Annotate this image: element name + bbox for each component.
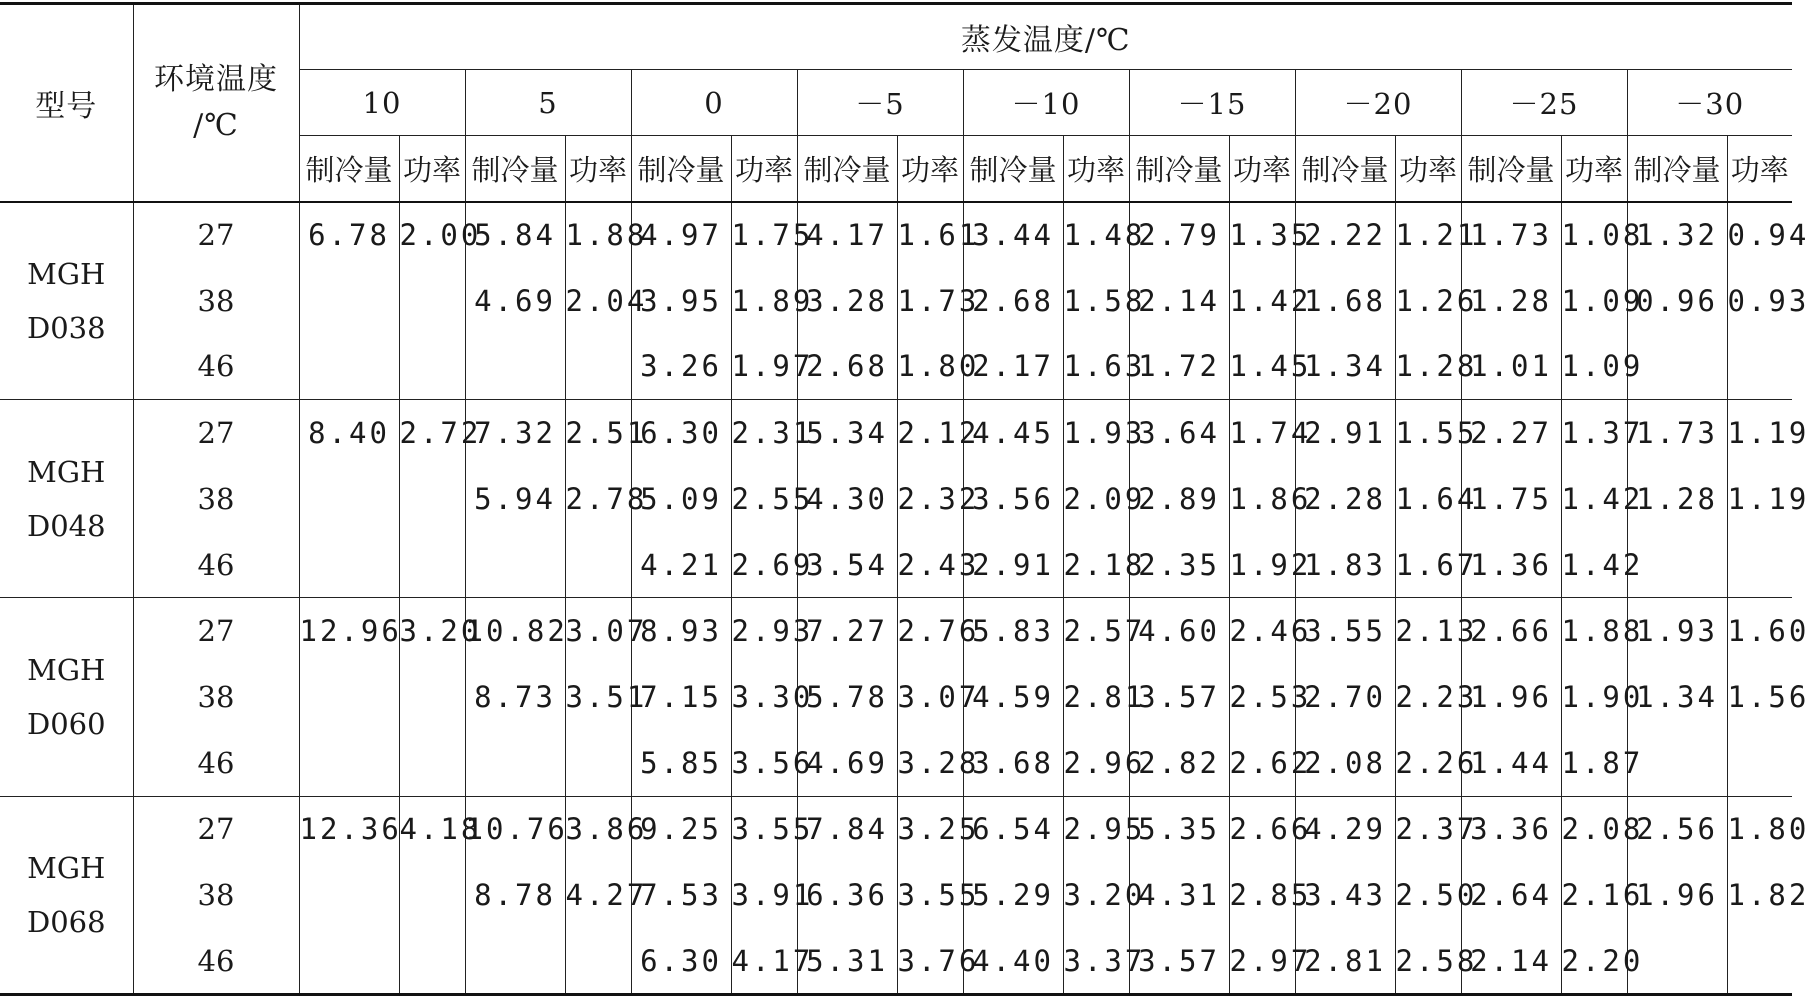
power-value: 1.09	[1561, 268, 1627, 334]
capacity-value: 4.97	[631, 202, 731, 268]
header-evaporation-temp-label: 蒸发温度/℃	[960, 23, 1131, 58]
table-row	[0, 664, 1792, 730]
power-value: 0.94	[1727, 202, 1792, 268]
capacity-value: 5.35	[1129, 796, 1229, 862]
evap-temp-header: 0	[631, 70, 797, 136]
capacity-value: 1.96	[1627, 862, 1727, 928]
ambient-temp-cell: 46	[133, 334, 299, 400]
power-value: 1.73	[897, 268, 963, 334]
power-value: 2.09	[1063, 466, 1129, 532]
capacity-value: 4.30	[797, 466, 897, 532]
subheader-capacity: 制冷量	[299, 136, 399, 202]
ambient-temp-cell: 27	[133, 796, 299, 862]
capacity-value: 6.36	[797, 862, 897, 928]
power-value: 2.16	[1561, 862, 1627, 928]
model-name-line2: D068	[26, 904, 106, 939]
power-value: 2.78	[565, 466, 631, 532]
power-value: 2.46	[1229, 598, 1295, 664]
capacity-value: 4.45	[963, 400, 1063, 466]
capacity-value: 3.57	[1129, 928, 1229, 994]
power-value: 2.96	[1063, 730, 1129, 796]
power-value	[565, 334, 631, 400]
power-value: 1.35	[1229, 202, 1295, 268]
capacity-value: 5.83	[963, 598, 1063, 664]
capacity-value: 1.93	[1627, 598, 1727, 664]
power-value: 3.91	[731, 862, 797, 928]
evap-temp-header: 5	[465, 70, 631, 136]
power-value: 1.61	[897, 202, 963, 268]
subheader-power: 功率	[565, 136, 631, 202]
capacity-value	[299, 466, 399, 532]
power-value: 2.76	[897, 598, 963, 664]
capacity-value: 6.54	[963, 796, 1063, 862]
subheader-capacity: 制冷量	[631, 136, 731, 202]
table-row	[0, 928, 1792, 994]
power-value: 2.13	[1395, 598, 1461, 664]
subheader-capacity: 制冷量	[1461, 136, 1561, 202]
power-value: 1.45	[1229, 334, 1295, 400]
power-value: 2.43	[897, 532, 963, 598]
capacity-value: 1.01	[1461, 334, 1561, 400]
capacity-value: 5.84	[465, 202, 565, 268]
power-value: 0.93	[1727, 268, 1792, 334]
model-name-line1: MGH	[27, 454, 106, 489]
power-value: 1.86	[1229, 466, 1295, 532]
capacity-value: 1.75	[1461, 466, 1561, 532]
power-value: 2.81	[1063, 664, 1129, 730]
capacity-value: 10.76	[465, 796, 565, 862]
capacity-value: 8.93	[631, 598, 731, 664]
power-value: 3.20	[1063, 862, 1129, 928]
power-value: 2.93	[731, 598, 797, 664]
subheader-power: 功率	[731, 136, 797, 202]
ambient-temp-cell: 46	[133, 730, 299, 796]
power-value: 2.00	[399, 202, 465, 268]
capacity-value	[299, 532, 399, 598]
power-value: 2.97	[1229, 928, 1295, 994]
capacity-value: 1.36	[1461, 532, 1561, 598]
capacity-value: 2.70	[1295, 664, 1395, 730]
capacity-value: 4.40	[963, 928, 1063, 994]
model-name-line1: MGH	[27, 850, 106, 885]
subheader-power: 功率	[1063, 136, 1129, 202]
power-value	[399, 862, 465, 928]
header-ambient-temp	[133, 4, 299, 202]
power-value: 2.62	[1229, 730, 1295, 796]
capacity-value	[299, 268, 399, 334]
power-value: 3.76	[897, 928, 963, 994]
power-value: 3.55	[731, 796, 797, 862]
evap-temp-header: －15	[1129, 70, 1295, 136]
table-body	[0, 202, 1809, 995]
ambient-temp-cell: 46	[133, 532, 299, 598]
evap-temp-header: －30	[1627, 70, 1792, 136]
capacity-value: 6.30	[631, 400, 731, 466]
ambient-temp-cell: 27	[133, 400, 299, 466]
capacity-value: 3.36	[1461, 796, 1561, 862]
power-value: 3.25	[897, 796, 963, 862]
capacity-value: 1.68	[1295, 268, 1395, 334]
capacity-value: 2.27	[1461, 400, 1561, 466]
capacity-value: 3.95	[631, 268, 731, 334]
model-name-line2: D038	[26, 310, 106, 345]
model-name-line1: MGH	[27, 256, 106, 291]
capacity-value: 2.35	[1129, 532, 1229, 598]
header-ambient-temp-line1: 环境温度	[154, 61, 278, 97]
power-value: 1.92	[1229, 532, 1295, 598]
capacity-value: 1.72	[1129, 334, 1229, 400]
power-value	[399, 730, 465, 796]
power-value: 2.72	[399, 400, 465, 466]
evap-temp-header: 10	[299, 70, 465, 136]
power-value: 3.86	[565, 796, 631, 862]
evap-temp-header: －20	[1295, 70, 1461, 136]
capacity-value: 8.73	[465, 664, 565, 730]
capacity-value: 8.78	[465, 862, 565, 928]
power-value: 1.89	[731, 268, 797, 334]
header-model-label: 型号	[35, 88, 98, 124]
power-value: 2.69	[731, 532, 797, 598]
capacity-value: 2.64	[1461, 862, 1561, 928]
capacity-value: 2.22	[1295, 202, 1395, 268]
power-value: 1.88	[1561, 598, 1627, 664]
power-value: 3.37	[1063, 928, 1129, 994]
power-value	[1727, 532, 1792, 598]
power-value: 2.53	[1229, 664, 1295, 730]
capacity-value: 4.69	[465, 268, 565, 334]
power-value	[1727, 730, 1792, 796]
table-row	[0, 268, 1792, 334]
subheader-power: 功率	[897, 136, 963, 202]
model-cell	[0, 598, 133, 796]
table-row	[0, 532, 1792, 598]
subheader-power: 功率	[1229, 136, 1295, 202]
power-value: 3.07	[897, 664, 963, 730]
power-value: 1.97	[731, 334, 797, 400]
power-value: 1.48	[1063, 202, 1129, 268]
capacity-value: 2.79	[1129, 202, 1229, 268]
table-row	[0, 334, 1792, 400]
power-value: 1.93	[1063, 400, 1129, 466]
capacity-value: 0.96	[1627, 268, 1727, 334]
power-value: 2.85	[1229, 862, 1295, 928]
capacity-value: 4.21	[631, 532, 731, 598]
power-value: 2.04	[565, 268, 631, 334]
power-value: 1.42	[1229, 268, 1295, 334]
subheader-capacity: 制冷量	[963, 136, 1063, 202]
ambient-temp-cell: 46	[133, 928, 299, 994]
capacity-value	[299, 334, 399, 400]
capacity-value	[465, 928, 565, 994]
subheader-power: 功率	[399, 136, 465, 202]
model-cell	[0, 202, 133, 400]
power-value: 1.88	[565, 202, 631, 268]
capacity-value: 12.36	[299, 796, 399, 862]
capacity-value: 4.59	[963, 664, 1063, 730]
header-model	[0, 4, 133, 202]
power-value	[399, 268, 465, 334]
capacity-value	[465, 532, 565, 598]
power-value: 3.07	[565, 598, 631, 664]
power-value: 2.66	[1229, 796, 1295, 862]
power-value: 2.26	[1395, 730, 1461, 796]
power-value: 1.82	[1727, 862, 1792, 928]
power-value	[1727, 334, 1792, 400]
power-value: 2.08	[1561, 796, 1627, 862]
power-value: 4.27	[565, 862, 631, 928]
capacity-value: 2.91	[1295, 400, 1395, 466]
power-value: 4.17	[731, 928, 797, 994]
power-value: 2.12	[897, 400, 963, 466]
capacity-value: 5.09	[631, 466, 731, 532]
capacity-value: 6.30	[631, 928, 731, 994]
capacity-value: 4.17	[797, 202, 897, 268]
power-value: 1.42	[1561, 532, 1627, 598]
model-name-line2: D060	[26, 707, 106, 742]
power-value: 2.57	[1063, 598, 1129, 664]
table-row	[0, 466, 1792, 532]
capacity-value: 1.73	[1627, 400, 1727, 466]
power-value	[399, 664, 465, 730]
power-value: 2.58	[1395, 928, 1461, 994]
subheader-capacity: 制冷量	[1627, 136, 1727, 202]
power-value: 3.56	[731, 730, 797, 796]
capacity-value: 1.28	[1627, 466, 1727, 532]
power-value: 3.51	[565, 664, 631, 730]
power-value: 1.80	[1727, 796, 1792, 862]
subheader-power: 功率	[1561, 136, 1627, 202]
capacity-value	[299, 664, 399, 730]
capacity-value: 1.32	[1627, 202, 1727, 268]
capacity-value: 2.81	[1295, 928, 1395, 994]
evap-temp-header: －5	[797, 70, 963, 136]
capacity-value: 1.34	[1627, 664, 1727, 730]
ambient-temp-cell: 38	[133, 862, 299, 928]
capacity-value: 1.44	[1461, 730, 1561, 796]
capacity-value: 7.84	[797, 796, 897, 862]
model-name-line2: D048	[26, 508, 106, 543]
power-value: 2.37	[1395, 796, 1461, 862]
power-value: 1.08	[1561, 202, 1627, 268]
power-value	[565, 730, 631, 796]
table-row	[0, 862, 1792, 928]
capacity-value: 3.28	[797, 268, 897, 334]
power-value	[399, 928, 465, 994]
capacity-value: 8.40	[299, 400, 399, 466]
capacity-value	[299, 928, 399, 994]
power-value: 1.19	[1727, 400, 1792, 466]
power-value: 1.09	[1561, 334, 1627, 400]
power-value: 1.19	[1727, 466, 1792, 532]
power-value	[565, 532, 631, 598]
power-value: 1.21	[1395, 202, 1461, 268]
capacity-value: 2.17	[963, 334, 1063, 400]
capacity-value: 2.91	[963, 532, 1063, 598]
evap-temp-header: －25	[1461, 70, 1627, 136]
power-value: 3.28	[897, 730, 963, 796]
capacity-value: 3.56	[963, 466, 1063, 532]
power-value: 3.20	[399, 598, 465, 664]
table-row	[0, 730, 1792, 796]
capacity-value: 7.53	[631, 862, 731, 928]
capacity-value	[299, 862, 399, 928]
capacity-value: 1.96	[1461, 664, 1561, 730]
capacity-value: 2.82	[1129, 730, 1229, 796]
table-row	[0, 202, 1792, 268]
power-value: 1.28	[1395, 334, 1461, 400]
model-name-line1: MGH	[27, 653, 106, 688]
power-value	[1727, 928, 1792, 994]
capacity-value	[465, 334, 565, 400]
power-value: 2.23	[1395, 664, 1461, 730]
header-ambient-temp-line2: /℃	[193, 107, 239, 143]
power-value: 1.67	[1395, 532, 1461, 598]
capacity-value: 5.94	[465, 466, 565, 532]
power-value: 1.80	[897, 334, 963, 400]
capacity-value: 5.78	[797, 664, 897, 730]
power-value: 1.37	[1561, 400, 1627, 466]
capacity-value: 12.96	[299, 598, 399, 664]
power-value: 1.42	[1561, 466, 1627, 532]
capacity-value: 2.68	[963, 268, 1063, 334]
power-value: 1.26	[1395, 268, 1461, 334]
ambient-temp-cell: 27	[133, 202, 299, 268]
power-value: 2.32	[897, 466, 963, 532]
capacity-value: 5.34	[797, 400, 897, 466]
capacity-value: 2.56	[1627, 796, 1727, 862]
power-value: 1.74	[1229, 400, 1295, 466]
power-value: 1.75	[731, 202, 797, 268]
power-value: 2.50	[1395, 862, 1461, 928]
power-value	[565, 928, 631, 994]
power-value	[399, 466, 465, 532]
capacity-value: 2.28	[1295, 466, 1395, 532]
capacity-value: 1.34	[1295, 334, 1395, 400]
power-value: 2.31	[731, 400, 797, 466]
ambient-temp-cell: 38	[133, 466, 299, 532]
model-cell	[0, 796, 133, 994]
power-value: 1.58	[1063, 268, 1129, 334]
power-value: 2.95	[1063, 796, 1129, 862]
capacity-value: 1.73	[1461, 202, 1561, 268]
capacity-value: 3.68	[963, 730, 1063, 796]
ambient-temp-cell: 38	[133, 268, 299, 334]
capacity-value: 2.66	[1461, 598, 1561, 664]
capacity-value: 6.78	[299, 202, 399, 268]
power-value: 1.64	[1395, 466, 1461, 532]
ambient-temp-cell: 38	[133, 664, 299, 730]
capacity-value	[465, 730, 565, 796]
capacity-value: 3.54	[797, 532, 897, 598]
capacity-value: 4.29	[1295, 796, 1395, 862]
ambient-temp-cell: 27	[133, 598, 299, 664]
capacity-value: 3.43	[1295, 862, 1395, 928]
capacity-value: 3.57	[1129, 664, 1229, 730]
power-value: 1.87	[1561, 730, 1627, 796]
capacity-value	[299, 730, 399, 796]
capacity-value: 3.55	[1295, 598, 1395, 664]
power-value: 4.18	[399, 796, 465, 862]
capacity-value: 4.31	[1129, 862, 1229, 928]
power-value	[399, 334, 465, 400]
model-cell	[0, 400, 133, 598]
capacity-value: 4.60	[1129, 598, 1229, 664]
capacity-value: 2.68	[797, 334, 897, 400]
power-value: 3.55	[897, 862, 963, 928]
power-value: 1.56	[1727, 664, 1792, 730]
table-row	[0, 598, 1792, 664]
power-value: 1.60	[1727, 598, 1792, 664]
capacity-value: 3.44	[963, 202, 1063, 268]
header-evaporation-temp	[299, 4, 1792, 70]
power-value: 2.55	[731, 466, 797, 532]
capacity-value: 2.89	[1129, 466, 1229, 532]
capacity-value: 7.15	[631, 664, 731, 730]
power-value: 3.30	[731, 664, 797, 730]
capacity-value: 9.25	[631, 796, 731, 862]
capacity-value: 3.26	[631, 334, 731, 400]
compressor-performance-table	[0, 2, 1809, 996]
subheader-power: 功率	[1395, 136, 1461, 202]
capacity-value: 3.64	[1129, 400, 1229, 466]
power-value: 2.20	[1561, 928, 1627, 994]
power-value: 1.55	[1395, 400, 1461, 466]
capacity-value: 7.27	[797, 598, 897, 664]
subheader-capacity: 制冷量	[797, 136, 897, 202]
capacity-value: 2.14	[1461, 928, 1561, 994]
subheader-capacity: 制冷量	[1129, 136, 1229, 202]
capacity-value: 5.31	[797, 928, 897, 994]
power-value: 1.90	[1561, 664, 1627, 730]
capacity-value: 5.29	[963, 862, 1063, 928]
subheader-capacity: 制冷量	[1295, 136, 1395, 202]
capacity-value: 7.32	[465, 400, 565, 466]
capacity-value: 1.28	[1461, 268, 1561, 334]
subheader-capacity: 制冷量	[465, 136, 565, 202]
power-value	[399, 532, 465, 598]
power-value: 1.63	[1063, 334, 1129, 400]
capacity-value: 1.83	[1295, 532, 1395, 598]
subheader-power: 功率	[1727, 136, 1792, 202]
table-row	[0, 796, 1792, 862]
capacity-value: 2.14	[1129, 268, 1229, 334]
table-row	[0, 400, 1792, 466]
power-value: 2.18	[1063, 532, 1129, 598]
evap-temp-header: －10	[963, 70, 1129, 136]
capacity-value: 4.69	[797, 730, 897, 796]
capacity-value: 2.08	[1295, 730, 1395, 796]
capacity-value: 10.82	[465, 598, 565, 664]
capacity-value: 5.85	[631, 730, 731, 796]
power-value: 2.51	[565, 400, 631, 466]
